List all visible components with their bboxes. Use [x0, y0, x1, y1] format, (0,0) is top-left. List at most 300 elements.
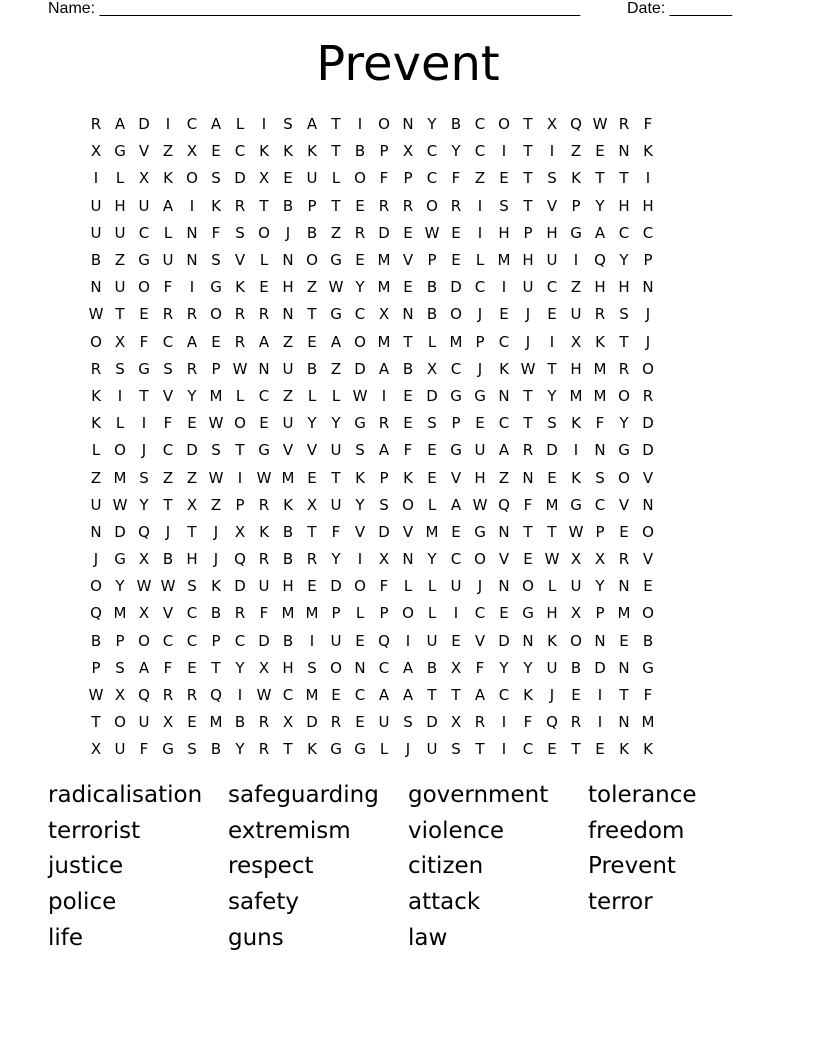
grid-letter[interactable]: U	[258, 577, 270, 596]
grid-letter[interactable]: T	[331, 468, 341, 487]
grid-letter[interactable]: T	[523, 169, 533, 188]
grid-letter[interactable]: E	[619, 522, 629, 541]
grid-letter[interactable]: A	[594, 223, 606, 242]
grid-letter[interactable]: W	[232, 359, 248, 378]
grid-letter[interactable]: P	[379, 142, 389, 161]
grid-letter[interactable]: R	[306, 550, 318, 569]
grid-letter[interactable]: E	[451, 631, 461, 650]
grid-letter[interactable]: M	[281, 468, 295, 487]
grid-letter[interactable]: F	[403, 441, 413, 460]
grid-letter[interactable]: G	[330, 251, 342, 270]
grid-letter[interactable]: J	[525, 332, 531, 351]
grid-letter[interactable]: T	[211, 658, 221, 677]
grid-letter[interactable]: S	[139, 468, 149, 487]
grid-letter[interactable]: E	[547, 468, 557, 487]
grid-letter[interactable]: D	[114, 522, 126, 541]
grid-letter[interactable]: P	[115, 631, 125, 650]
grid-letter[interactable]: M	[305, 604, 319, 623]
grid-letter[interactable]: C	[162, 332, 174, 351]
grid-letter[interactable]: S	[187, 577, 197, 596]
grid-letter[interactable]: E	[187, 713, 197, 732]
grid-letter[interactable]: S	[355, 441, 365, 460]
grid-letter[interactable]: W	[88, 686, 104, 705]
grid-letter[interactable]: V	[282, 441, 294, 460]
grid-letter[interactable]: G	[138, 359, 150, 378]
grid-letter[interactable]: Z	[162, 142, 174, 161]
grid-letter[interactable]: S	[451, 740, 461, 759]
grid-letter[interactable]: M	[377, 332, 391, 351]
grid-letter[interactable]: U	[90, 223, 102, 242]
grid-letter[interactable]: Y	[331, 414, 341, 433]
grid-letter[interactable]: K	[403, 468, 413, 487]
grid-letter[interactable]: P	[427, 251, 437, 270]
grid-letter[interactable]: R	[186, 359, 198, 378]
grid-letter[interactable]: C	[138, 223, 150, 242]
grid-letter[interactable]: O	[210, 305, 222, 324]
grid-letter[interactable]: V	[642, 468, 654, 487]
grid-letter[interactable]: M	[641, 713, 655, 732]
grid-letter[interactable]: B	[306, 223, 318, 242]
grid-letter[interactable]: T	[331, 142, 341, 161]
grid-letter[interactable]: M	[617, 604, 631, 623]
grid-letter[interactable]: X	[282, 713, 294, 732]
grid-letter[interactable]: W	[568, 522, 584, 541]
grid-letter[interactable]: Z	[162, 468, 174, 487]
grid-letter[interactable]: M	[593, 359, 607, 378]
grid-letter[interactable]: E	[427, 468, 437, 487]
grid-letter[interactable]: N	[642, 278, 654, 297]
grid-letter[interactable]: N	[618, 142, 630, 161]
grid-letter[interactable]: K	[619, 740, 629, 759]
grid-letter[interactable]: D	[642, 441, 654, 460]
grid-letter[interactable]: Y	[451, 142, 461, 161]
grid-letter[interactable]: W	[88, 305, 104, 324]
grid-letter[interactable]: I	[453, 604, 459, 623]
grid-letter[interactable]: H	[498, 223, 510, 242]
grid-letter[interactable]: K	[571, 414, 581, 433]
grid-letter[interactable]: D	[594, 658, 606, 677]
grid-letter[interactable]: N	[498, 577, 510, 596]
grid-letter[interactable]: E	[451, 223, 461, 242]
grid-letter[interactable]: X	[594, 550, 606, 569]
grid-letter[interactable]: W	[208, 468, 224, 487]
grid-letter[interactable]: T	[619, 169, 629, 188]
grid-letter[interactable]: C	[546, 278, 558, 297]
grid-letter[interactable]: N	[402, 115, 414, 134]
grid-letter[interactable]: R	[258, 305, 270, 324]
grid-letter[interactable]: N	[354, 658, 366, 677]
grid-letter[interactable]: D	[330, 577, 342, 596]
grid-letter[interactable]: R	[618, 115, 630, 134]
grid-letter[interactable]: U	[546, 251, 558, 270]
grid-letter[interactable]: X	[378, 305, 390, 324]
grid-letter[interactable]: N	[402, 550, 414, 569]
grid-letter[interactable]: E	[355, 251, 365, 270]
grid-letter[interactable]: I	[573, 441, 579, 460]
grid-letter[interactable]: V	[642, 550, 654, 569]
grid-letter[interactable]: B	[282, 196, 294, 215]
grid-letter[interactable]: E	[187, 658, 197, 677]
grid-letter[interactable]: E	[355, 196, 365, 215]
grid-letter[interactable]: J	[285, 223, 291, 242]
grid-letter[interactable]: B	[426, 658, 438, 677]
grid-letter[interactable]: E	[427, 441, 437, 460]
grid-letter[interactable]: A	[450, 495, 462, 514]
grid-letter[interactable]: T	[283, 740, 293, 759]
grid-letter[interactable]: D	[138, 115, 150, 134]
grid-letter[interactable]: Q	[138, 686, 150, 705]
grid-letter[interactable]: D	[258, 631, 270, 650]
grid-letter[interactable]: O	[618, 386, 630, 405]
grid-letter[interactable]: G	[474, 522, 486, 541]
grid-letter[interactable]: I	[93, 169, 99, 188]
grid-letter[interactable]: R	[258, 550, 270, 569]
grid-letter[interactable]: E	[571, 686, 581, 705]
grid-letter[interactable]: A	[210, 115, 222, 134]
grid-letter[interactable]: P	[307, 196, 317, 215]
grid-letter[interactable]: D	[642, 414, 654, 433]
grid-letter[interactable]: M	[545, 495, 559, 514]
grid-letter[interactable]: G	[114, 550, 126, 569]
grid-letter[interactable]: X	[570, 550, 582, 569]
grid-letter[interactable]: R	[330, 713, 342, 732]
grid-letter[interactable]: B	[210, 604, 222, 623]
grid-letter[interactable]: F	[163, 658, 173, 677]
grid-letter[interactable]: W	[136, 577, 152, 596]
grid-letter[interactable]: B	[162, 550, 174, 569]
grid-letter[interactable]: Q	[498, 495, 510, 514]
grid-letter[interactable]: S	[163, 359, 173, 378]
grid-letter[interactable]: T	[403, 332, 413, 351]
grid-letter[interactable]: C	[378, 658, 390, 677]
grid-letter[interactable]: L	[379, 740, 389, 759]
grid-letter[interactable]: X	[306, 495, 318, 514]
grid-letter[interactable]: C	[258, 386, 270, 405]
grid-letter[interactable]: F	[523, 713, 533, 732]
grid-letter[interactable]: J	[141, 441, 147, 460]
grid-letter[interactable]: K	[163, 169, 173, 188]
grid-letter[interactable]: B	[570, 658, 582, 677]
grid-letter[interactable]: T	[547, 522, 557, 541]
grid-letter[interactable]: I	[405, 631, 411, 650]
grid-letter[interactable]: T	[307, 522, 317, 541]
grid-letter[interactable]: K	[259, 142, 269, 161]
grid-letter[interactable]: F	[211, 223, 221, 242]
grid-letter[interactable]: G	[450, 386, 462, 405]
grid-letter[interactable]: C	[186, 604, 198, 623]
grid-letter[interactable]: K	[523, 686, 533, 705]
grid-letter[interactable]: N	[594, 441, 606, 460]
grid-letter[interactable]: Z	[474, 169, 486, 188]
grid-letter[interactable]: C	[474, 115, 486, 134]
grid-letter[interactable]: T	[619, 686, 629, 705]
grid-letter[interactable]: F	[523, 495, 533, 514]
grid-letter[interactable]: U	[570, 305, 582, 324]
grid-letter[interactable]: K	[307, 142, 317, 161]
grid-letter[interactable]: I	[549, 142, 555, 161]
grid-letter[interactable]: G	[210, 278, 222, 297]
grid-letter[interactable]: C	[354, 686, 366, 705]
grid-letter[interactable]: M	[305, 686, 319, 705]
grid-letter[interactable]: B	[642, 631, 654, 650]
grid-letter[interactable]: N	[90, 278, 102, 297]
grid-letter[interactable]: T	[523, 386, 533, 405]
grid-letter[interactable]: E	[547, 305, 557, 324]
grid-letter[interactable]: T	[259, 196, 269, 215]
grid-letter[interactable]: C	[450, 359, 462, 378]
grid-letter[interactable]: R	[522, 441, 534, 460]
grid-letter[interactable]: P	[211, 631, 221, 650]
grid-letter[interactable]: F	[259, 604, 269, 623]
grid-letter[interactable]: L	[547, 577, 557, 596]
grid-letter[interactable]: L	[235, 386, 245, 405]
grid-letter[interactable]: T	[523, 522, 533, 541]
grid-letter[interactable]: S	[547, 414, 557, 433]
grid-letter[interactable]: B	[282, 550, 294, 569]
grid-letter[interactable]: U	[378, 713, 390, 732]
grid-letter[interactable]: F	[163, 414, 173, 433]
grid-letter[interactable]: R	[90, 359, 102, 378]
grid-letter[interactable]: H	[546, 604, 558, 623]
grid-letter[interactable]: Y	[427, 115, 437, 134]
grid-letter[interactable]: I	[189, 278, 195, 297]
grid-letter[interactable]: I	[117, 386, 123, 405]
grid-letter[interactable]: R	[162, 686, 174, 705]
grid-letter[interactable]: C	[498, 332, 510, 351]
grid-letter[interactable]: H	[618, 196, 630, 215]
grid-letter[interactable]: E	[499, 169, 509, 188]
grid-letter[interactable]: P	[571, 196, 581, 215]
grid-letter[interactable]: S	[379, 495, 389, 514]
grid-letter[interactable]: L	[307, 386, 317, 405]
grid-letter[interactable]: O	[138, 631, 150, 650]
grid-letter[interactable]: T	[619, 332, 629, 351]
grid-letter[interactable]: K	[211, 196, 221, 215]
grid-letter[interactable]: Z	[330, 359, 342, 378]
grid-letter[interactable]: B	[426, 278, 438, 297]
grid-letter[interactable]: L	[163, 223, 173, 242]
grid-letter[interactable]: H	[594, 278, 606, 297]
grid-letter[interactable]: K	[91, 414, 101, 433]
grid-letter[interactable]: O	[642, 359, 654, 378]
grid-letter[interactable]: W	[256, 468, 272, 487]
grid-letter[interactable]: P	[523, 223, 533, 242]
grid-letter[interactable]: S	[211, 251, 221, 270]
grid-letter[interactable]: U	[306, 169, 318, 188]
grid-letter[interactable]: E	[595, 142, 605, 161]
grid-letter[interactable]: F	[451, 169, 461, 188]
grid-letter[interactable]: Y	[139, 495, 149, 514]
grid-letter[interactable]: M	[497, 251, 511, 270]
grid-letter[interactable]: K	[211, 577, 221, 596]
grid-letter[interactable]: L	[331, 386, 341, 405]
grid-letter[interactable]: C	[186, 115, 198, 134]
grid-letter[interactable]: O	[186, 169, 198, 188]
grid-letter[interactable]: N	[618, 577, 630, 596]
grid-letter[interactable]: O	[258, 223, 270, 242]
grid-letter[interactable]: N	[282, 251, 294, 270]
grid-letter[interactable]: E	[355, 631, 365, 650]
grid-letter[interactable]: L	[427, 577, 437, 596]
grid-letter[interactable]: R	[450, 196, 462, 215]
grid-letter[interactable]: I	[501, 740, 507, 759]
grid-letter[interactable]: C	[162, 631, 174, 650]
grid-letter[interactable]: E	[403, 223, 413, 242]
grid-letter[interactable]: U	[426, 631, 438, 650]
grid-letter[interactable]: J	[477, 577, 483, 596]
grid-letter[interactable]: C	[450, 550, 462, 569]
grid-letter[interactable]: W	[328, 278, 344, 297]
grid-letter[interactable]: U	[138, 713, 150, 732]
grid-letter[interactable]: A	[402, 658, 414, 677]
grid-letter[interactable]: I	[597, 713, 603, 732]
grid-letter[interactable]: E	[331, 686, 341, 705]
grid-letter[interactable]: I	[549, 332, 555, 351]
grid-letter[interactable]: Q	[594, 251, 606, 270]
grid-letter[interactable]: O	[90, 332, 102, 351]
grid-letter[interactable]: F	[595, 414, 605, 433]
grid-letter[interactable]: T	[547, 359, 557, 378]
grid-letter[interactable]: B	[426, 305, 438, 324]
grid-letter[interactable]: M	[281, 604, 295, 623]
grid-letter[interactable]: Z	[282, 386, 294, 405]
grid-letter[interactable]: K	[355, 468, 365, 487]
grid-letter[interactable]: S	[115, 359, 125, 378]
grid-letter[interactable]: H	[474, 468, 486, 487]
grid-letter[interactable]: Q	[570, 115, 582, 134]
grid-letter[interactable]: X	[138, 169, 150, 188]
grid-letter[interactable]: Y	[187, 386, 197, 405]
grid-letter[interactable]: K	[235, 278, 245, 297]
grid-letter[interactable]: N	[186, 251, 198, 270]
grid-letter[interactable]: T	[187, 522, 197, 541]
grid-letter[interactable]: D	[450, 278, 462, 297]
grid-letter[interactable]: J	[213, 522, 219, 541]
grid-letter[interactable]: O	[642, 522, 654, 541]
grid-letter[interactable]: E	[307, 577, 317, 596]
grid-letter[interactable]: Y	[619, 251, 629, 270]
grid-letter[interactable]: Q	[234, 550, 246, 569]
grid-letter[interactable]: A	[258, 332, 270, 351]
grid-letter[interactable]: W	[208, 414, 224, 433]
grid-letter[interactable]: I	[573, 251, 579, 270]
grid-letter[interactable]: D	[498, 631, 510, 650]
grid-letter[interactable]: I	[141, 414, 147, 433]
grid-letter[interactable]: L	[115, 169, 125, 188]
grid-letter[interactable]: R	[642, 386, 654, 405]
grid-letter[interactable]: A	[330, 332, 342, 351]
grid-letter[interactable]: R	[186, 686, 198, 705]
grid-letter[interactable]: K	[499, 359, 509, 378]
grid-letter[interactable]: K	[91, 386, 101, 405]
grid-letter[interactable]: E	[499, 604, 509, 623]
grid-letter[interactable]: N	[642, 495, 654, 514]
grid-letter[interactable]: I	[645, 169, 651, 188]
grid-letter[interactable]: A	[306, 115, 318, 134]
grid-letter[interactable]: K	[283, 142, 293, 161]
grid-letter[interactable]: U	[474, 441, 486, 460]
grid-letter[interactable]: I	[309, 631, 315, 650]
grid-letter[interactable]: B	[282, 631, 294, 650]
grid-letter[interactable]: E	[499, 305, 509, 324]
grid-letter[interactable]: A	[138, 658, 150, 677]
grid-letter[interactable]: J	[645, 332, 651, 351]
grid-letter[interactable]: C	[522, 740, 534, 759]
grid-letter[interactable]: Z	[570, 278, 582, 297]
grid-letter[interactable]: R	[570, 713, 582, 732]
grid-letter[interactable]: G	[474, 386, 486, 405]
grid-letter[interactable]: R	[162, 305, 174, 324]
grid-letter[interactable]: G	[162, 740, 174, 759]
grid-letter[interactable]: I	[501, 278, 507, 297]
grid-letter[interactable]: V	[138, 142, 150, 161]
grid-letter[interactable]: H	[618, 278, 630, 297]
grid-letter[interactable]: G	[354, 414, 366, 433]
grid-letter[interactable]: K	[643, 740, 653, 759]
grid-letter[interactable]: G	[258, 441, 270, 460]
grid-letter[interactable]: T	[331, 196, 341, 215]
grid-letter[interactable]: X	[114, 686, 126, 705]
grid-letter[interactable]: X	[546, 115, 558, 134]
grid-letter[interactable]: K	[595, 332, 605, 351]
grid-letter[interactable]: C	[426, 142, 438, 161]
grid-letter[interactable]: T	[571, 740, 581, 759]
grid-letter[interactable]: D	[306, 713, 318, 732]
grid-letter[interactable]: L	[115, 414, 125, 433]
grid-letter[interactable]: Q	[90, 604, 102, 623]
grid-letter[interactable]: Z	[186, 468, 198, 487]
grid-letter[interactable]: F	[139, 332, 149, 351]
grid-letter[interactable]: R	[378, 196, 390, 215]
grid-letter[interactable]: U	[330, 441, 342, 460]
grid-letter[interactable]: O	[402, 495, 414, 514]
grid-letter[interactable]: U	[90, 196, 102, 215]
grid-letter[interactable]: W	[112, 495, 128, 514]
grid-letter[interactable]: E	[547, 740, 557, 759]
grid-letter[interactable]: P	[595, 604, 605, 623]
grid-letter[interactable]: Q	[546, 713, 558, 732]
grid-letter[interactable]: U	[330, 631, 342, 650]
grid-letter[interactable]: X	[162, 713, 174, 732]
grid-letter[interactable]: I	[597, 686, 603, 705]
grid-letter[interactable]: E	[403, 386, 413, 405]
grid-letter[interactable]: T	[595, 169, 605, 188]
grid-letter[interactable]: O	[642, 604, 654, 623]
grid-letter[interactable]: E	[595, 740, 605, 759]
grid-letter[interactable]: F	[331, 522, 341, 541]
grid-letter[interactable]: S	[307, 658, 317, 677]
grid-letter[interactable]: J	[213, 550, 219, 569]
grid-letter[interactable]: I	[189, 196, 195, 215]
grid-letter[interactable]: C	[618, 223, 630, 242]
grid-letter[interactable]: U	[522, 278, 534, 297]
grid-letter[interactable]: I	[501, 142, 507, 161]
grid-letter[interactable]: R	[186, 305, 198, 324]
grid-letter[interactable]: W	[544, 550, 560, 569]
grid-letter[interactable]: I	[501, 713, 507, 732]
grid-letter[interactable]: G	[570, 223, 582, 242]
grid-letter[interactable]: S	[403, 713, 413, 732]
grid-letter[interactable]: O	[474, 550, 486, 569]
grid-letter[interactable]: Z	[114, 251, 126, 270]
grid-letter[interactable]: C	[594, 495, 606, 514]
grid-letter[interactable]: U	[426, 740, 438, 759]
grid-letter[interactable]: O	[378, 115, 390, 134]
grid-letter[interactable]: O	[498, 115, 510, 134]
grid-letter[interactable]: P	[643, 251, 653, 270]
grid-letter[interactable]: O	[570, 631, 582, 650]
grid-letter[interactable]: S	[211, 169, 221, 188]
